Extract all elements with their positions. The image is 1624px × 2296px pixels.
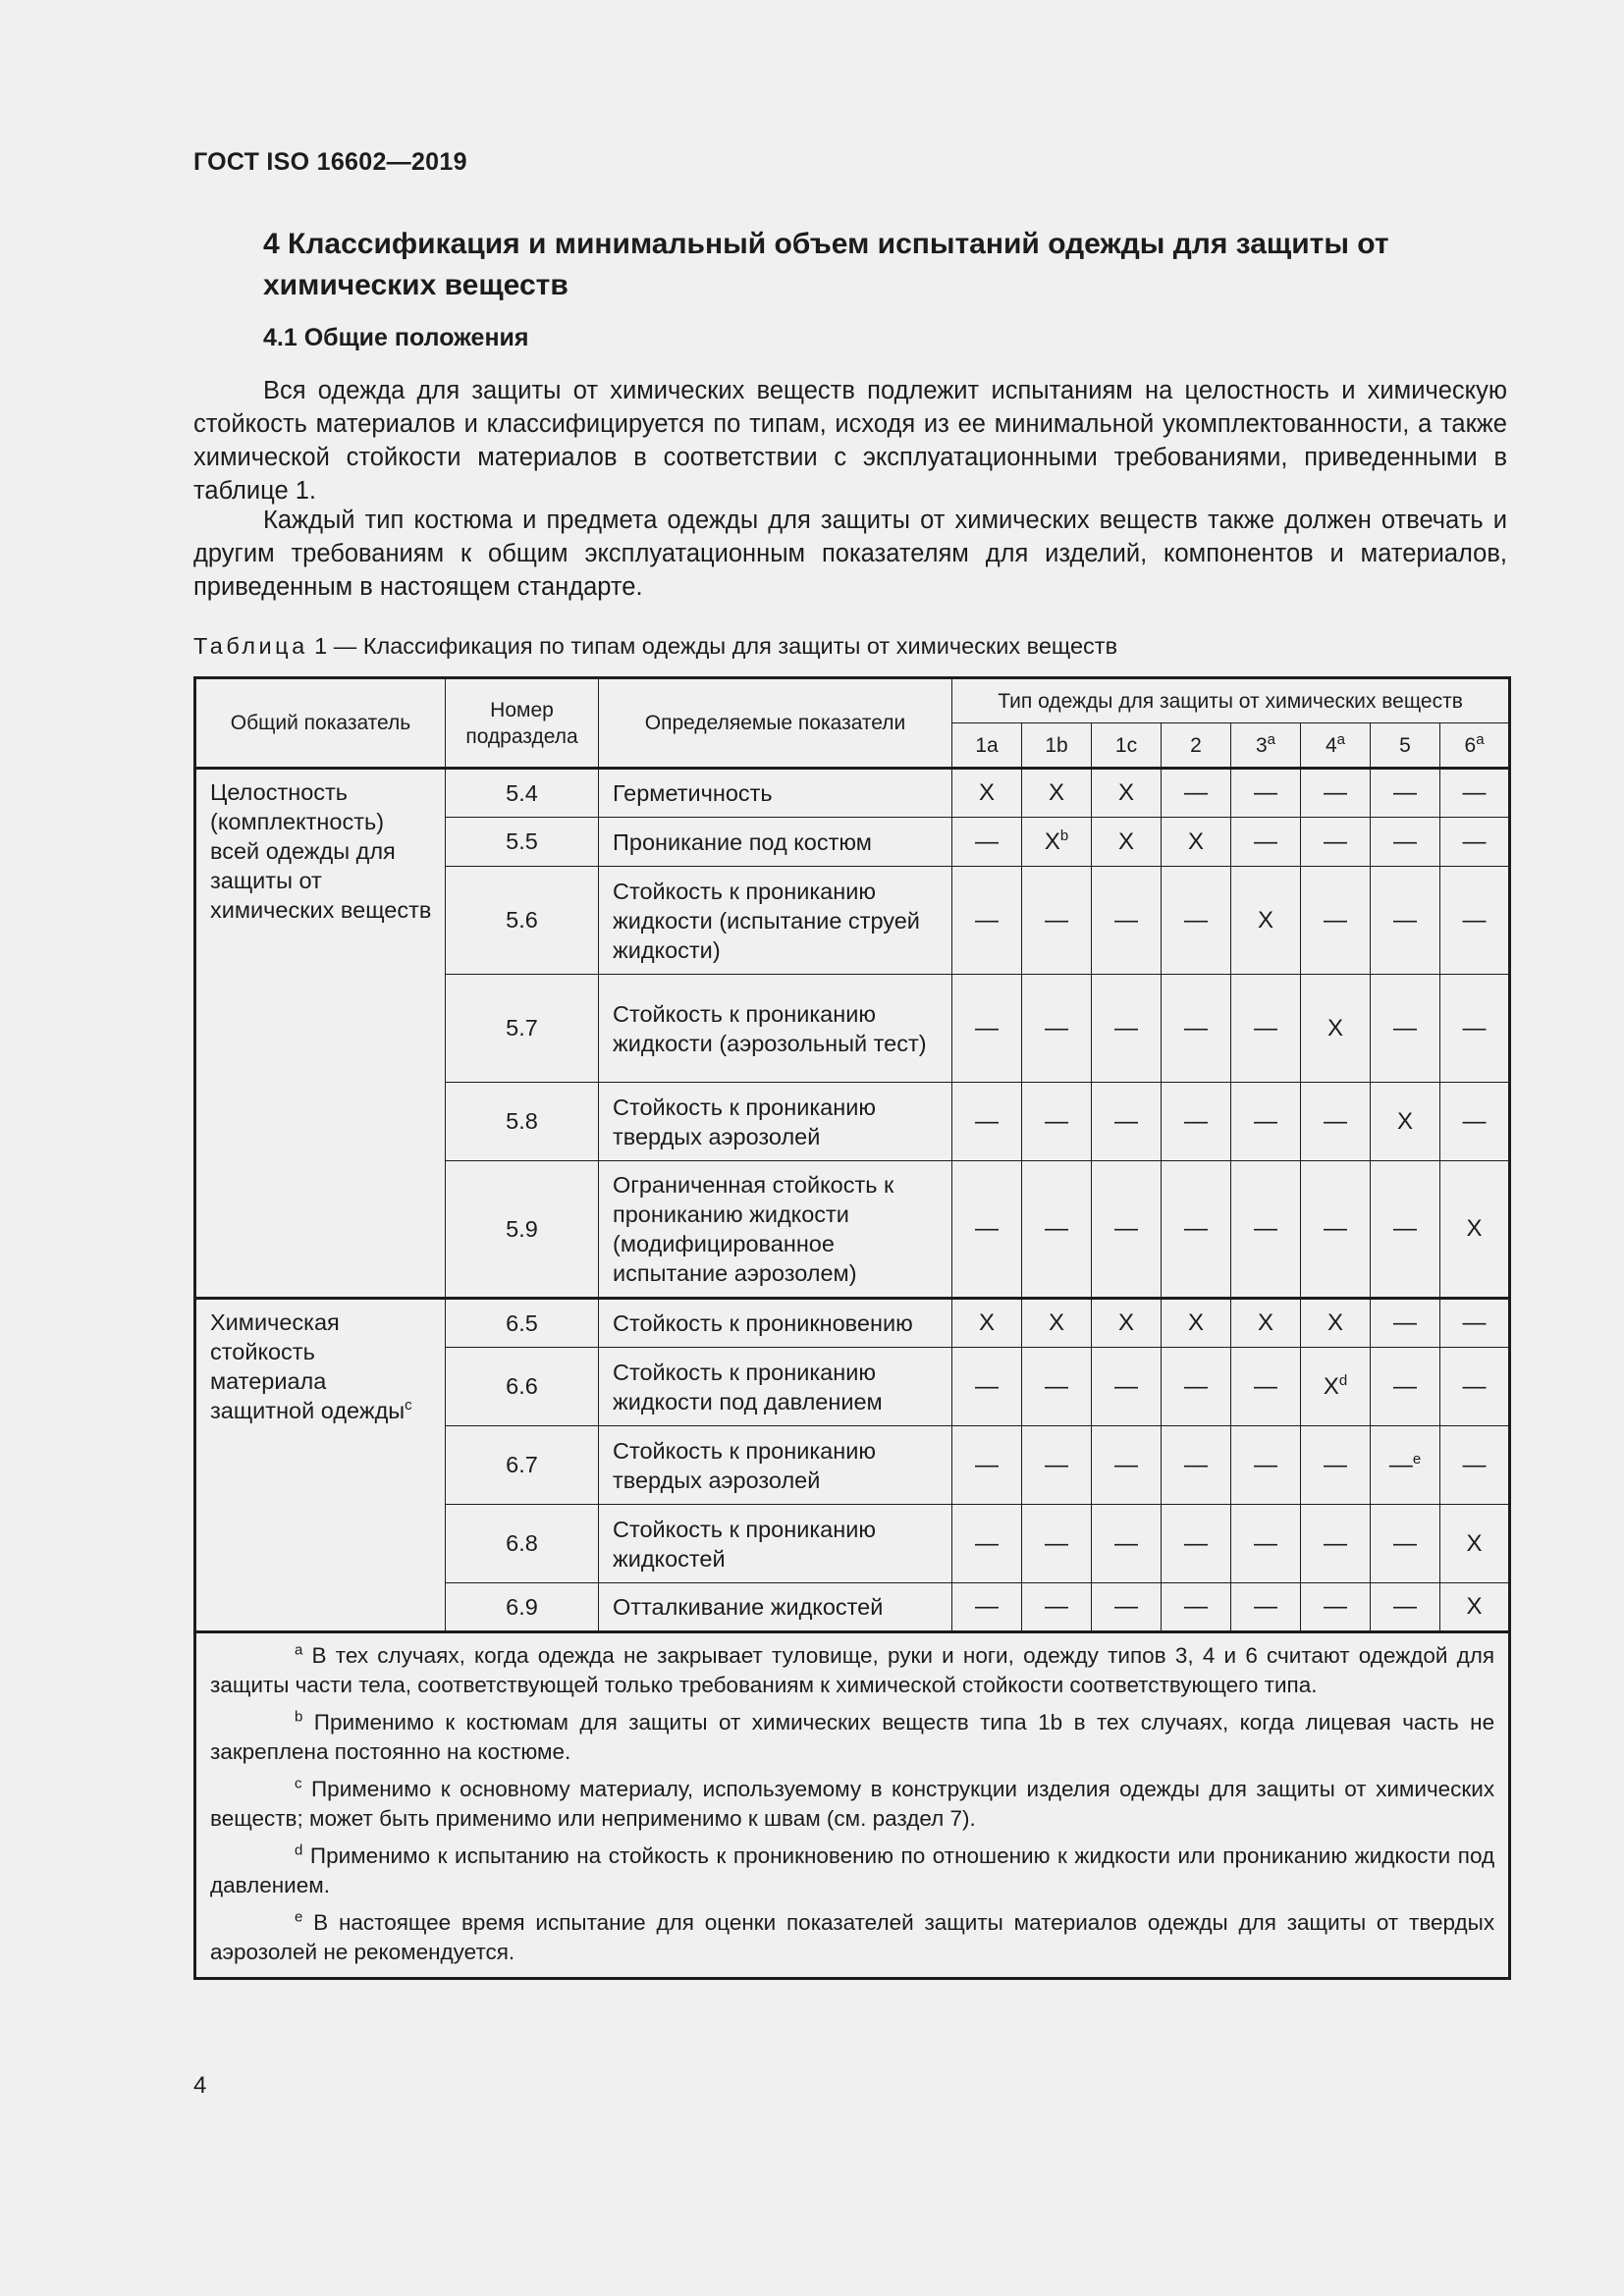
type-mark: — — [1393, 1593, 1417, 1620]
type-mark-cell — [1440, 769, 1510, 818]
type-mark: X — [1044, 828, 1060, 855]
type-mark: — — [975, 1372, 999, 1400]
type-mark-cell — [1371, 975, 1440, 1083]
type-label: 1a — [975, 733, 999, 757]
type-mark-cell — [1301, 975, 1371, 1083]
type-mark-cell — [1231, 1161, 1301, 1299]
type-mark-cell — [952, 975, 1022, 1083]
type-mark: X — [1326, 1309, 1343, 1336]
type-mark: X — [1048, 1309, 1064, 1336]
header-type-4 — [1231, 723, 1301, 769]
type-mark-cell — [1371, 769, 1440, 818]
type-mark-cell — [1092, 1161, 1162, 1299]
type-mark-cell — [1162, 1083, 1231, 1161]
type-mark-cell — [952, 818, 1022, 867]
determined-property: Стойкость к прониканию твердых аэрозолей — [599, 1426, 952, 1505]
type-mark-cell — [1162, 1161, 1231, 1299]
type-mark-cell — [1092, 818, 1162, 867]
type-mark: — — [1114, 1372, 1138, 1400]
type-mark-cell — [1022, 769, 1092, 818]
type-mark-cell — [1022, 1505, 1092, 1583]
type-mark-cell — [1301, 769, 1371, 818]
paragraph: Вся одежда для защиты от химических веществ подлежит испытаниям на целостность и химическую стойкость материалов и классифицируется по типам, исходя из ее минимальной укомплектованности, а также химической стойкости материалов в соответствии с эксплуатационными требованиями, приведенными в таблице 1. — [193, 377, 1507, 505]
type-mark-cell — [1371, 1505, 1440, 1583]
type-mark: X — [1048, 779, 1064, 806]
type-mark: — — [975, 1451, 999, 1478]
type-mark: X — [1466, 1215, 1483, 1242]
header-type-0 — [952, 723, 1022, 769]
type-mark: — — [1045, 1215, 1068, 1242]
footnote-mark: e — [295, 1908, 303, 1926]
type-mark: X — [1117, 779, 1134, 806]
type-mark-cell — [1301, 1583, 1371, 1632]
footnote — [210, 1641, 1494, 1700]
subsection-number: 6.5 — [446, 1299, 599, 1348]
type-mark: — — [1045, 906, 1068, 934]
footnotes-cell — [195, 1632, 1510, 1979]
subsection-number: 5.7 — [446, 975, 599, 1083]
subsection-number: 6.8 — [446, 1505, 599, 1583]
type-mark: — — [1324, 1529, 1347, 1557]
type-mark: — — [1254, 1593, 1277, 1620]
type-mark: — — [1324, 779, 1347, 806]
type-mark: — — [975, 1529, 999, 1557]
group-label: Химическая стойкость материала защитной одежды — [210, 1309, 406, 1423]
type-mark-cell — [1371, 1426, 1440, 1505]
header-type-7 — [1440, 723, 1510, 769]
subsection-number: 5.8 — [446, 1083, 599, 1161]
type-mark-cell — [1440, 818, 1510, 867]
type-mark-cell — [1440, 975, 1510, 1083]
type-mark: X — [1117, 828, 1134, 855]
footnote-text: В тех случаях, когда одежда не закрывает туловище, руки и ноги, одежду типов 3, 4 и 6 считают одеждой для защиты части тела, соответствующей только требованиям к химической стойкости соответствующего типа. — [210, 1643, 1495, 1697]
type-mark-cell — [1371, 1348, 1440, 1426]
group-label: Целостность (комплектность) всей одежды для защиты от химических веществ — [210, 779, 432, 923]
footnote-ref: c — [405, 1397, 412, 1415]
type-mark: X — [1187, 828, 1204, 855]
footnote-ref: a — [1476, 730, 1485, 748]
type-mark-cell — [1440, 1583, 1510, 1632]
footnote — [210, 1775, 1494, 1834]
type-mark: — — [1254, 1014, 1277, 1041]
type-mark-cell — [1022, 1161, 1092, 1299]
type-mark-cell — [1371, 867, 1440, 975]
type-mark: — — [1114, 1215, 1138, 1242]
type-mark-cell — [952, 1161, 1022, 1299]
footnotes-row — [195, 1632, 1510, 1979]
type-label: 5 — [1399, 733, 1411, 757]
determined-property: Стойкость к прониканию твердых аэрозолей — [599, 1083, 952, 1161]
type-mark: — — [1114, 1451, 1138, 1478]
subsection-number: 6.6 — [446, 1348, 599, 1426]
footnote-text: Применимо к костюмам для защиты от химических веществ типа 1b в тех случаях, когда лицевая часть не закреплена постоянно на костюме. — [210, 1710, 1495, 1764]
header-type-2 — [1092, 723, 1162, 769]
type-mark: — — [1393, 779, 1417, 806]
header-type-3 — [1162, 723, 1231, 769]
type-mark-cell — [1162, 1505, 1231, 1583]
type-mark-cell — [1092, 1505, 1162, 1583]
determined-property: Стойкость к прониканию жидкостей — [599, 1505, 952, 1583]
type-mark-cell — [1022, 1348, 1092, 1426]
type-label: 1c — [1114, 733, 1138, 757]
type-mark: X — [1396, 1107, 1413, 1135]
footnote-text: Применимо к испытанию на стойкость к проникновению по отношению к жидкости или прониканию жидкости под давлением. — [210, 1843, 1495, 1897]
type-mark-cell — [1231, 1505, 1301, 1583]
type-mark: — — [1045, 1529, 1068, 1557]
type-mark: — — [975, 1215, 999, 1242]
table-caption — [193, 633, 1117, 660]
type-mark: — — [1254, 1372, 1277, 1400]
type-mark-cell — [1301, 867, 1371, 975]
type-mark-cell — [1231, 1083, 1301, 1161]
type-mark: — — [1114, 1529, 1138, 1557]
type-mark: — — [1184, 1451, 1208, 1478]
footnote-ref: d — [1338, 1371, 1348, 1389]
type-mark: — — [1254, 1451, 1277, 1478]
type-mark: — — [1184, 1529, 1208, 1557]
type-mark: — — [1254, 779, 1277, 806]
type-mark-cell — [1092, 1299, 1162, 1348]
type-mark-cell — [1022, 1426, 1092, 1505]
type-mark: X — [1117, 1309, 1134, 1336]
group-label-cell — [195, 1299, 446, 1632]
type-mark: — — [1462, 779, 1487, 806]
type-mark: — — [1393, 906, 1417, 934]
type-mark-cell — [1301, 1161, 1371, 1299]
type-label: 1b — [1045, 733, 1068, 757]
subsection-number: 5.5 — [446, 818, 599, 867]
type-mark-cell — [1301, 1505, 1371, 1583]
type-mark-cell — [1092, 1426, 1162, 1505]
footnote-ref: e — [1412, 1450, 1422, 1468]
type-mark: X — [1187, 1309, 1204, 1336]
type-mark-cell — [1301, 1299, 1371, 1348]
type-mark: — — [1324, 828, 1347, 855]
type-mark-cell — [1301, 1348, 1371, 1426]
header-determined: Определяемые показатели — [599, 678, 952, 769]
type-mark-cell — [1231, 975, 1301, 1083]
determined-property: Проникание под костюм — [599, 818, 952, 867]
footnote-text: В настоящее время испытание для оценки показателей защиты материалов одежды для защиты от твердых аэрозолей не рекомендуется. — [210, 1910, 1495, 1964]
type-mark: — — [1462, 1309, 1487, 1336]
subsection-number: 5.9 — [446, 1161, 599, 1299]
footnote-ref: a — [1267, 730, 1276, 748]
type-mark: — — [1462, 906, 1487, 934]
type-mark-cell — [1162, 1348, 1231, 1426]
determined-property: Стойкость к прониканию жидкости (испытание струей жидкости) — [599, 867, 952, 975]
type-mark: X — [1257, 1309, 1273, 1336]
type-mark-cell — [1231, 1348, 1301, 1426]
type-mark-cell — [1162, 867, 1231, 975]
type-mark-cell — [1371, 1583, 1440, 1632]
header-types-group: Тип одежды для защиты от химических веществ — [952, 678, 1510, 723]
type-mark-cell — [952, 1348, 1022, 1426]
footnote-mark: d — [295, 1842, 303, 1859]
footnote-ref: b — [1059, 827, 1069, 844]
type-mark: — — [1393, 1309, 1417, 1336]
header-type-1 — [1022, 723, 1092, 769]
type-mark: X — [1466, 1529, 1483, 1557]
classification-table — [193, 676, 1511, 1980]
type-mark: — — [1393, 1014, 1417, 1041]
type-mark: — — [1184, 1107, 1208, 1135]
type-mark: X — [1466, 1593, 1483, 1620]
type-mark-cell — [1022, 1083, 1092, 1161]
header-general: Общий показатель — [195, 678, 446, 769]
type-mark-cell — [1301, 1083, 1371, 1161]
type-mark: — — [1393, 828, 1417, 855]
type-mark-cell — [952, 769, 1022, 818]
table-caption-text: 1 — Классификация по типам одежды для защиты от химических веществ — [307, 633, 1118, 659]
type-mark-cell — [1022, 818, 1092, 867]
type-mark: — — [1184, 1593, 1208, 1620]
type-mark: — — [975, 1014, 999, 1041]
footnote-text: Применимо к основному материалу, используемому в конструкции изделия одежды для защиты от химических веществ; может быть применимо или неприменимо к швам (см. раздел 7). — [210, 1777, 1495, 1831]
type-mark-cell — [952, 1083, 1022, 1161]
type-mark: X — [1323, 1372, 1339, 1400]
type-mark-cell — [1371, 1083, 1440, 1161]
group-label-cell — [195, 769, 446, 1299]
type-mark: — — [1462, 1107, 1487, 1135]
type-mark-cell — [1440, 1505, 1510, 1583]
type-mark-cell — [1440, 1299, 1510, 1348]
footnote — [210, 1908, 1494, 1967]
type-mark: X — [1257, 906, 1273, 934]
type-mark: — — [975, 906, 999, 934]
type-mark-cell — [1440, 1161, 1510, 1299]
type-mark-cell — [952, 1299, 1022, 1348]
type-mark: — — [1184, 1014, 1208, 1041]
section-title: 4 Классификация и минимальный объем испытаний одежды для защиты от химических веществ — [263, 228, 1389, 301]
type-mark: — — [1462, 1451, 1487, 1478]
type-mark: — — [1114, 906, 1138, 934]
type-mark-cell — [1301, 818, 1371, 867]
type-mark: — — [1045, 1372, 1068, 1400]
type-mark: — — [1184, 906, 1208, 934]
type-mark: X — [978, 1309, 995, 1336]
header-type-6 — [1371, 723, 1440, 769]
type-mark: — — [1045, 1593, 1068, 1620]
type-mark-cell — [1231, 1583, 1301, 1632]
footnote-mark: b — [295, 1708, 303, 1726]
type-mark: — — [1254, 1107, 1277, 1135]
type-mark: — — [975, 828, 999, 855]
footnote — [210, 1842, 1494, 1900]
type-mark: — — [1045, 1451, 1068, 1478]
determined-property: Стойкость к прониканию жидкости под давлением — [599, 1348, 952, 1426]
subsection-number: 6.7 — [446, 1426, 599, 1505]
type-mark-cell — [1092, 1348, 1162, 1426]
type-mark-cell — [1371, 1299, 1440, 1348]
type-mark-cell — [1371, 1161, 1440, 1299]
subsection-number: 5.6 — [446, 867, 599, 975]
type-mark: — — [1045, 1107, 1068, 1135]
type-mark-cell — [1301, 1426, 1371, 1505]
type-mark: — — [1324, 1107, 1347, 1135]
type-mark-cell — [952, 1426, 1022, 1505]
type-mark-cell — [1162, 769, 1231, 818]
type-mark: — — [1254, 1529, 1277, 1557]
type-mark-cell — [1162, 1583, 1231, 1632]
type-mark: — — [1045, 1014, 1068, 1041]
type-mark-cell — [1022, 1583, 1092, 1632]
document-header: ГОСТ ISO 16602—2019 — [193, 148, 467, 176]
type-mark: — — [1114, 1014, 1138, 1041]
type-mark: — — [1184, 1215, 1208, 1242]
type-mark-cell — [1162, 1426, 1231, 1505]
type-mark-cell — [1162, 1299, 1231, 1348]
footnote-ref: a — [1336, 730, 1346, 748]
type-mark-cell — [1440, 1426, 1510, 1505]
table-row — [195, 1299, 1510, 1348]
subsection-number: 5.4 — [446, 769, 599, 818]
type-mark: — — [1462, 1014, 1487, 1041]
header-type-5 — [1301, 723, 1371, 769]
type-mark-cell — [1022, 867, 1092, 975]
table-caption-label: Таблица — [193, 633, 308, 659]
type-mark-cell — [1371, 818, 1440, 867]
type-mark-cell — [1231, 867, 1301, 975]
type-mark: X — [1326, 1014, 1343, 1041]
determined-property: Ограниченная стойкость к прониканию жидкости (модифицированное испытание аэрозолем) — [599, 1161, 952, 1299]
type-mark: — — [1254, 828, 1277, 855]
footnote — [210, 1708, 1494, 1767]
type-mark: — — [1114, 1593, 1138, 1620]
type-mark-cell — [1092, 867, 1162, 975]
type-mark-cell — [1440, 1083, 1510, 1161]
type-mark-cell — [1231, 769, 1301, 818]
paragraph: Каждый тип костюма и предмета одежды для защиты от химических веществ также должен отвечать и другим требованиям к общим эксплуатационным показателям для изделий, компонентов и материалов, приведенным в настоящем стандарте. — [193, 507, 1507, 601]
type-mark-cell — [1092, 1083, 1162, 1161]
type-label: 4 — [1325, 733, 1337, 757]
type-mark-cell — [1162, 975, 1231, 1083]
type-mark-cell — [1231, 818, 1301, 867]
footnote-mark: a — [295, 1641, 303, 1659]
type-mark-cell — [1231, 1299, 1301, 1348]
type-mark-cell — [1022, 1299, 1092, 1348]
type-mark-cell — [1440, 1348, 1510, 1426]
type-label: 2 — [1190, 733, 1202, 757]
type-mark: — — [1324, 1451, 1347, 1478]
type-mark: — — [1184, 779, 1208, 806]
type-mark-cell — [1092, 975, 1162, 1083]
type-mark-cell — [1092, 1583, 1162, 1632]
type-mark-cell — [952, 867, 1022, 975]
type-mark-cell — [952, 1505, 1022, 1583]
type-mark: — — [1254, 1215, 1277, 1242]
type-mark-cell — [1022, 975, 1092, 1083]
type-mark: — — [1393, 1372, 1417, 1400]
type-mark: — — [1114, 1107, 1138, 1135]
type-mark: — — [1393, 1215, 1417, 1242]
type-mark: X — [978, 779, 995, 806]
footnote-mark: c — [295, 1775, 302, 1792]
type-mark-cell — [1231, 1426, 1301, 1505]
determined-property: Стойкость к прониканию жидкости (аэрозольный тест) — [599, 975, 952, 1083]
type-label: 6 — [1464, 733, 1477, 757]
type-mark-cell — [952, 1583, 1022, 1632]
type-mark: — — [1462, 1372, 1487, 1400]
type-mark: — — [1184, 1372, 1208, 1400]
determined-property: Отталкивание жидкостей — [599, 1583, 952, 1632]
type-mark: — — [1462, 828, 1487, 855]
type-mark-cell — [1440, 867, 1510, 975]
type-mark: — — [975, 1107, 999, 1135]
type-mark: — — [975, 1593, 999, 1620]
type-mark: — — [1324, 1593, 1347, 1620]
type-mark-cell — [1162, 818, 1231, 867]
type-mark: — — [1388, 1451, 1413, 1478]
type-mark-cell — [1092, 769, 1162, 818]
determined-property: Стойкость к проникновению — [599, 1299, 952, 1348]
type-label: 3 — [1255, 733, 1268, 757]
type-mark: — — [1324, 1215, 1347, 1242]
subsection-number: 6.9 — [446, 1583, 599, 1632]
determined-property: Герметичность — [599, 769, 952, 818]
header-subsection: Номер подраздела — [446, 678, 599, 769]
type-mark: — — [1393, 1529, 1417, 1557]
page-number: 4 — [193, 2072, 207, 2099]
table-row — [195, 769, 1510, 818]
type-mark: — — [1324, 906, 1347, 934]
subsection-title: 4.1 Общие положения — [263, 324, 529, 351]
